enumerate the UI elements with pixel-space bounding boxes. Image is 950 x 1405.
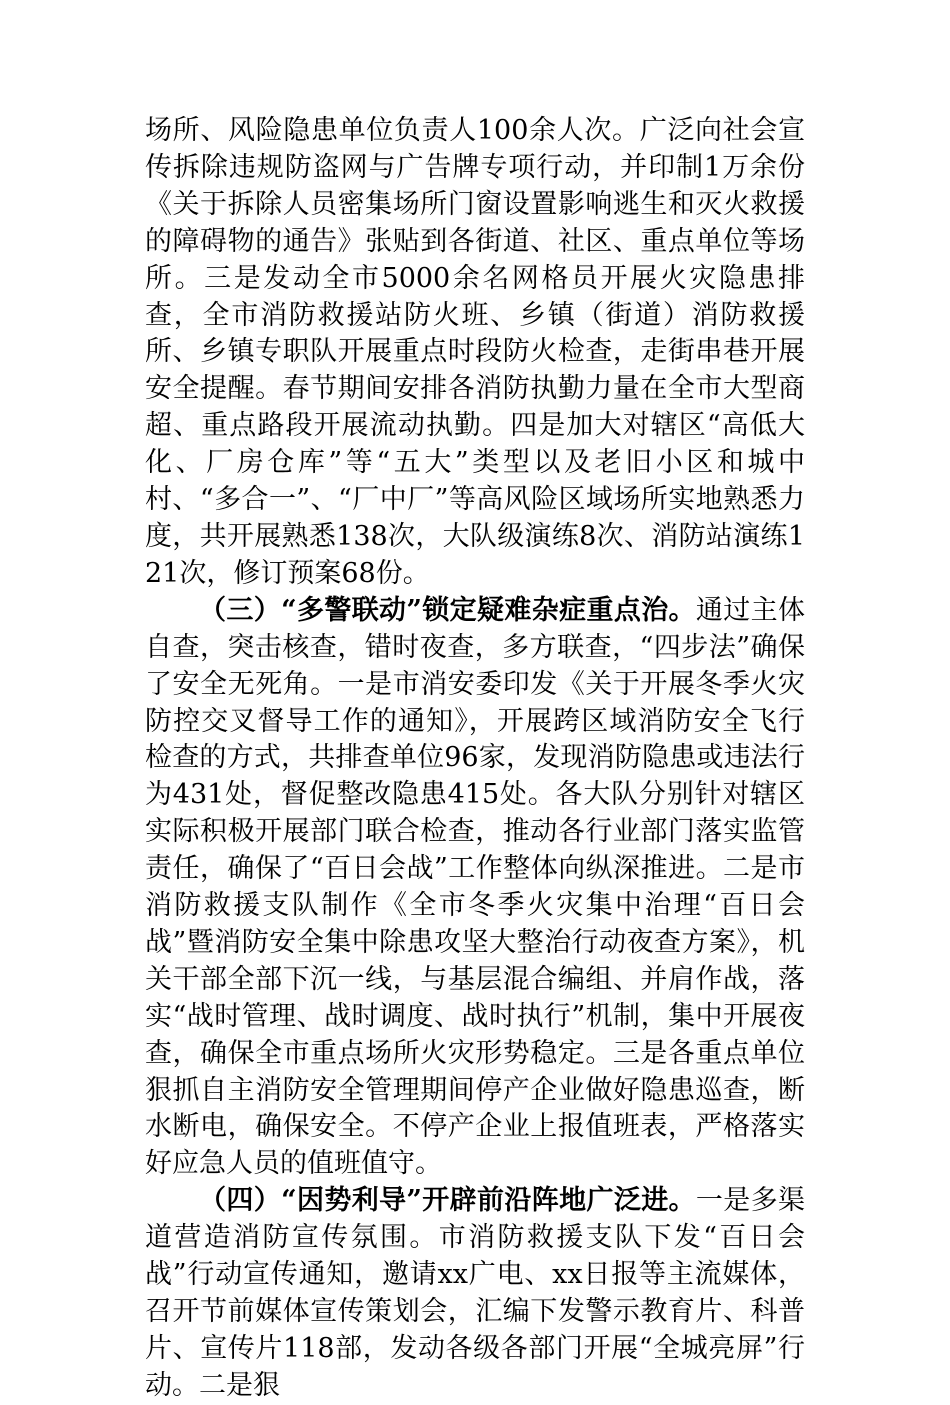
paragraph-body: 一是多渠道营造消防宣传氛围。市消防救援支队下发“百日会战”行动宣传通知，邀请xx广电、xx日报等主流媒体，召开节前媒体宣传策划会，汇编下发警示教育片、科普片、宣传片118部，发动各级各部门开展“全城亮屏”行动。二是狠: [145, 1185, 806, 1401]
section-heading: （四）“因势利导”开辟前沿阵地广泛进。: [199, 1185, 696, 1217]
section-heading: （三）“多警联动”锁定疑难杂症重点治。: [199, 594, 696, 626]
paragraph-body: 通过主体自查，突击核查，错时夜查，多方联查，“四步法”确保了安全无死角。一是市消安委印发《关于开展冬季火灾防控交叉督导工作的通知》，开展跨区域消防安全飞行检查的方式，共排查单位96家，发现消防隐患或违法行为431处，督促整改隐患415处。各大队分别针对辖区实际积极开展部门联合检查，推动各行业部门落实监管责任，确保了“百日会战”工作整体向纵深推进。二是市消防救援支队制作《全市冬季火灾集中治理“百日会战”暨消防安全集中除患攻坚大整治行动夜查方案》，机关干部全部下沉一线，与基层混合编组、并肩作战，落实“战时管理、战时调度、战时执行”机制，集中开展夜查，确保全市重点场所火灾形势稳定。三是各重点单位狠抓自主消防安全管理期间停产企业做好隐患巡查，断水断电，确保安全。不停产企业上报值班表，严格落实好应急人员的值班值守。: [145, 594, 806, 1180]
paragraph-section-3: [145, 593, 805, 1184]
paragraph-body: 场所、风险隐患单位负责人100余人次。广泛向社会宣传拆除违规防盗网与广告牌专项行动，并印制1万余份《关于拆除人员密集场所门窗设置影响逃生和灭火救援的障碍物的通告》张贴到各街道、社区、重点单位等场所。三是发动全市5000余名网格员开展火灾隐患排查，全市消防救援站防火班、乡镇（街道）消防救援所、乡镇专职队开展重点时段防火检查，走街串巷开展安全提醒。春节期间安排各消防执勤力量在全市大型商超、重点路段开展流动执勤。四是加大对辖区“高低大化、厂房仓库”等“五大”类型以及老旧小区和城中村、“多合一”、“厂中厂”等高风险区域场所实地熟悉力度，共开展熟悉138次，大队级演练8次、消防站演练121次，修订预案68份。: [145, 115, 805, 589]
document-page: [145, 113, 805, 1405]
paragraph-continued: [145, 113, 805, 593]
paragraph-section-4: [145, 1183, 805, 1404]
